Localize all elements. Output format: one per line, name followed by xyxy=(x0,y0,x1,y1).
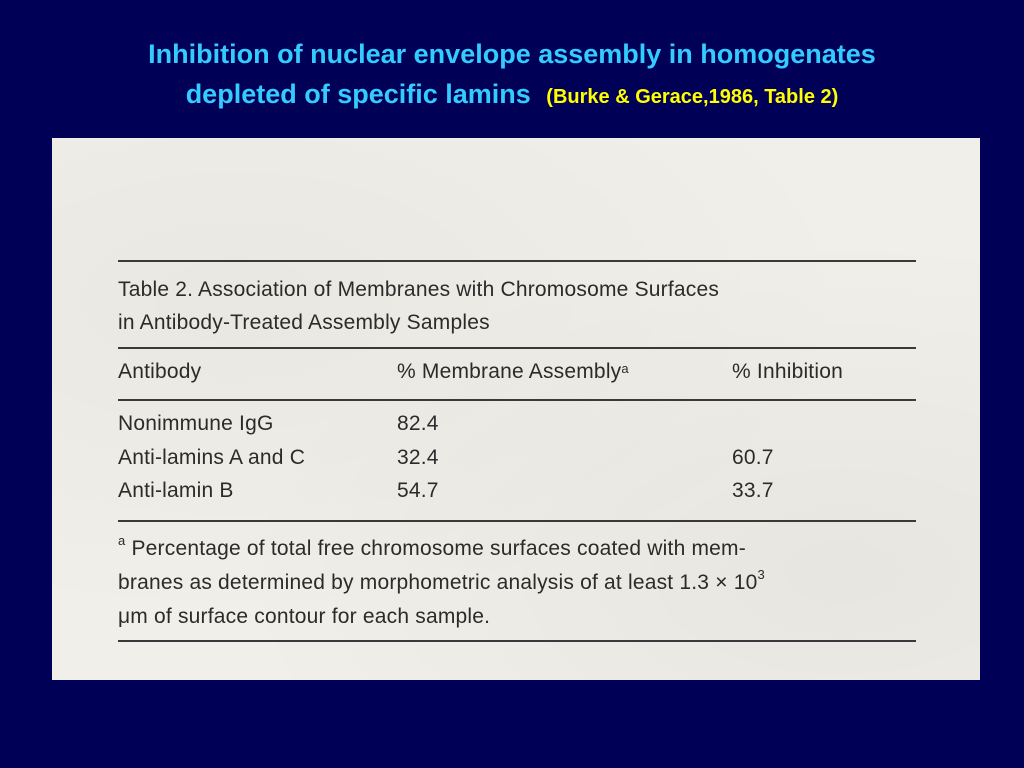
footnote-exponent: 3 xyxy=(757,567,765,582)
slide-title-line2: depleted of specific lamins xyxy=(185,79,531,109)
header-antibody: Antibody xyxy=(118,360,202,383)
footnote-line1 xyxy=(118,532,918,566)
table-caption-line1: Table 2. Association of Membranes with Chromosome Surfaces xyxy=(118,278,720,301)
table-footnote xyxy=(118,532,918,634)
table-caption xyxy=(118,273,719,339)
footnote-line3: μm of surface contour for each sample. xyxy=(118,605,491,628)
footnote-marker: a xyxy=(118,533,126,548)
row-assembly-value: 54.7 xyxy=(397,479,439,502)
row-inhibition-value: 60.7 xyxy=(732,446,774,469)
table-top-rule xyxy=(118,260,916,262)
footnote-marker: a xyxy=(621,361,629,376)
footnote-line2-text: branes as determined by morphometric analysis of at least 1.3 × 10 xyxy=(118,571,758,594)
scanned-table-image xyxy=(52,138,980,680)
footnote-line2 xyxy=(118,566,918,600)
row-assembly-value: 32.4 xyxy=(397,446,439,469)
table-header-bottom-rule xyxy=(118,399,916,401)
header-inhibition: % Inhibition xyxy=(732,360,843,383)
slide-title-line1: Inhibition of nuclear envelope assembly in homogenates xyxy=(148,39,876,69)
header-membrane-assembly-label: % Membrane Assembly xyxy=(397,360,622,383)
table-body-bottom-rule xyxy=(118,520,916,522)
row-inhibition-value: 33.7 xyxy=(732,479,774,502)
footnote-line1-text: Percentage of total free chromosome surfaces coated with mem- xyxy=(125,537,746,560)
table-bottom-rule xyxy=(118,640,916,642)
slide-title xyxy=(0,34,1024,117)
row-antibody: Nonimmune IgG xyxy=(118,412,274,435)
table-header-top-rule xyxy=(118,347,916,349)
row-antibody: Anti-lamins A and C xyxy=(118,446,306,469)
slide-citation: (Burke & Gerace,1986, Table 2) xyxy=(546,86,839,108)
table-caption-line2: in Antibody-Treated Assembly Samples xyxy=(118,311,490,334)
row-assembly-value: 82.4 xyxy=(397,412,439,435)
header-membrane-assembly xyxy=(397,360,629,384)
row-antibody: Anti-lamin B xyxy=(118,479,234,502)
